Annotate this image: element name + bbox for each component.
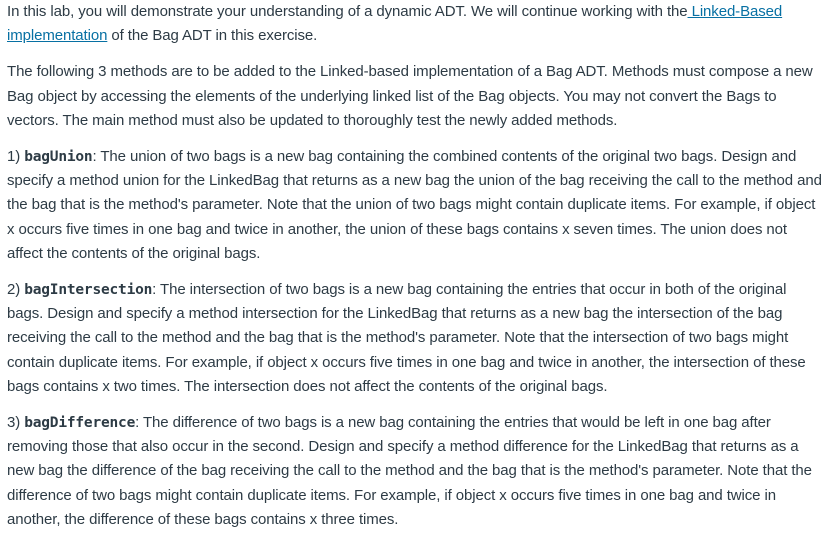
method-description: : The union of two bags is a new bag containing the combined contents of the original two bags. Design and specify a method union for the LinkedBag that returns as a new bag the union of the bag receiving the call to the method and the bag that is the method's parameter. Note that the union of two bags might contain duplicate items. For example, if object x occurs five times in one bag and twice in another, the union of these bags contains x seven times. The union does not affect the contents of the original bags.: [7, 148, 822, 262]
methods-intro-paragraph: The following 3 methods are to be added to the Linked-based implementation of a Bag ADT. Methods must compose a new Bag object by accessing the elements of the underlying linked list of the Bag objects. You may not convert the Bags to vectors. The main method must also be updated to thoroughly test the newly added methods.: [7, 63, 813, 129]
intro-paragraph: [7, 0, 825, 48]
method-name: bagIntersection: [24, 282, 153, 299]
linked-based-implementation-link[interactable]: Linked-Based implementation: [7, 3, 783, 45]
intro-text-before-link: In this lab, you will demonstrate your understanding of a dynamic ADT. We will continue working with the: [7, 3, 688, 20]
method-number: 1): [7, 148, 25, 166]
method-description: : The intersection of two bags is a new bag containing the entries that occur in both of the original bags. Design and specify a method intersection for the LinkedBag that returns as a new bag the intersection of the bag receiving the call to the method and the bag that is the method's parameter. Note that the intersection of two bags might contain duplicate items. For example, if object x occurs five times in one bag and twice in another, the intersection of these bags contains x two times. The intersection does not affect the contents of the original bags.: [7, 281, 806, 395]
intro-text-after-link: of the Bag ADT in this exercise.: [107, 27, 318, 45]
method-item-bag-intersection: [7, 278, 825, 399]
method-description: : The difference of two bags is a new bag containing the entries that would be left in one bag after removing those that also occur in the second. Design and specify a method difference for the LinkedBag that returns as a new bag the difference of the bag receiving the call to the method and the bag that is the method's parameter. Note that the difference of two bags might contain duplicate items. For example, if object x occurs five times in one bag and twice in another, the difference of these bags contains x three times.: [7, 414, 812, 528]
method-number: 2): [7, 281, 25, 299]
method-item-bag-difference: [7, 411, 825, 532]
method-name: bagDifference: [24, 415, 136, 432]
assignment-body: [7, 0, 825, 532]
method-name: bagUnion: [24, 149, 93, 166]
method-number: 3): [7, 414, 25, 432]
method-item-bag-union: [7, 145, 825, 266]
